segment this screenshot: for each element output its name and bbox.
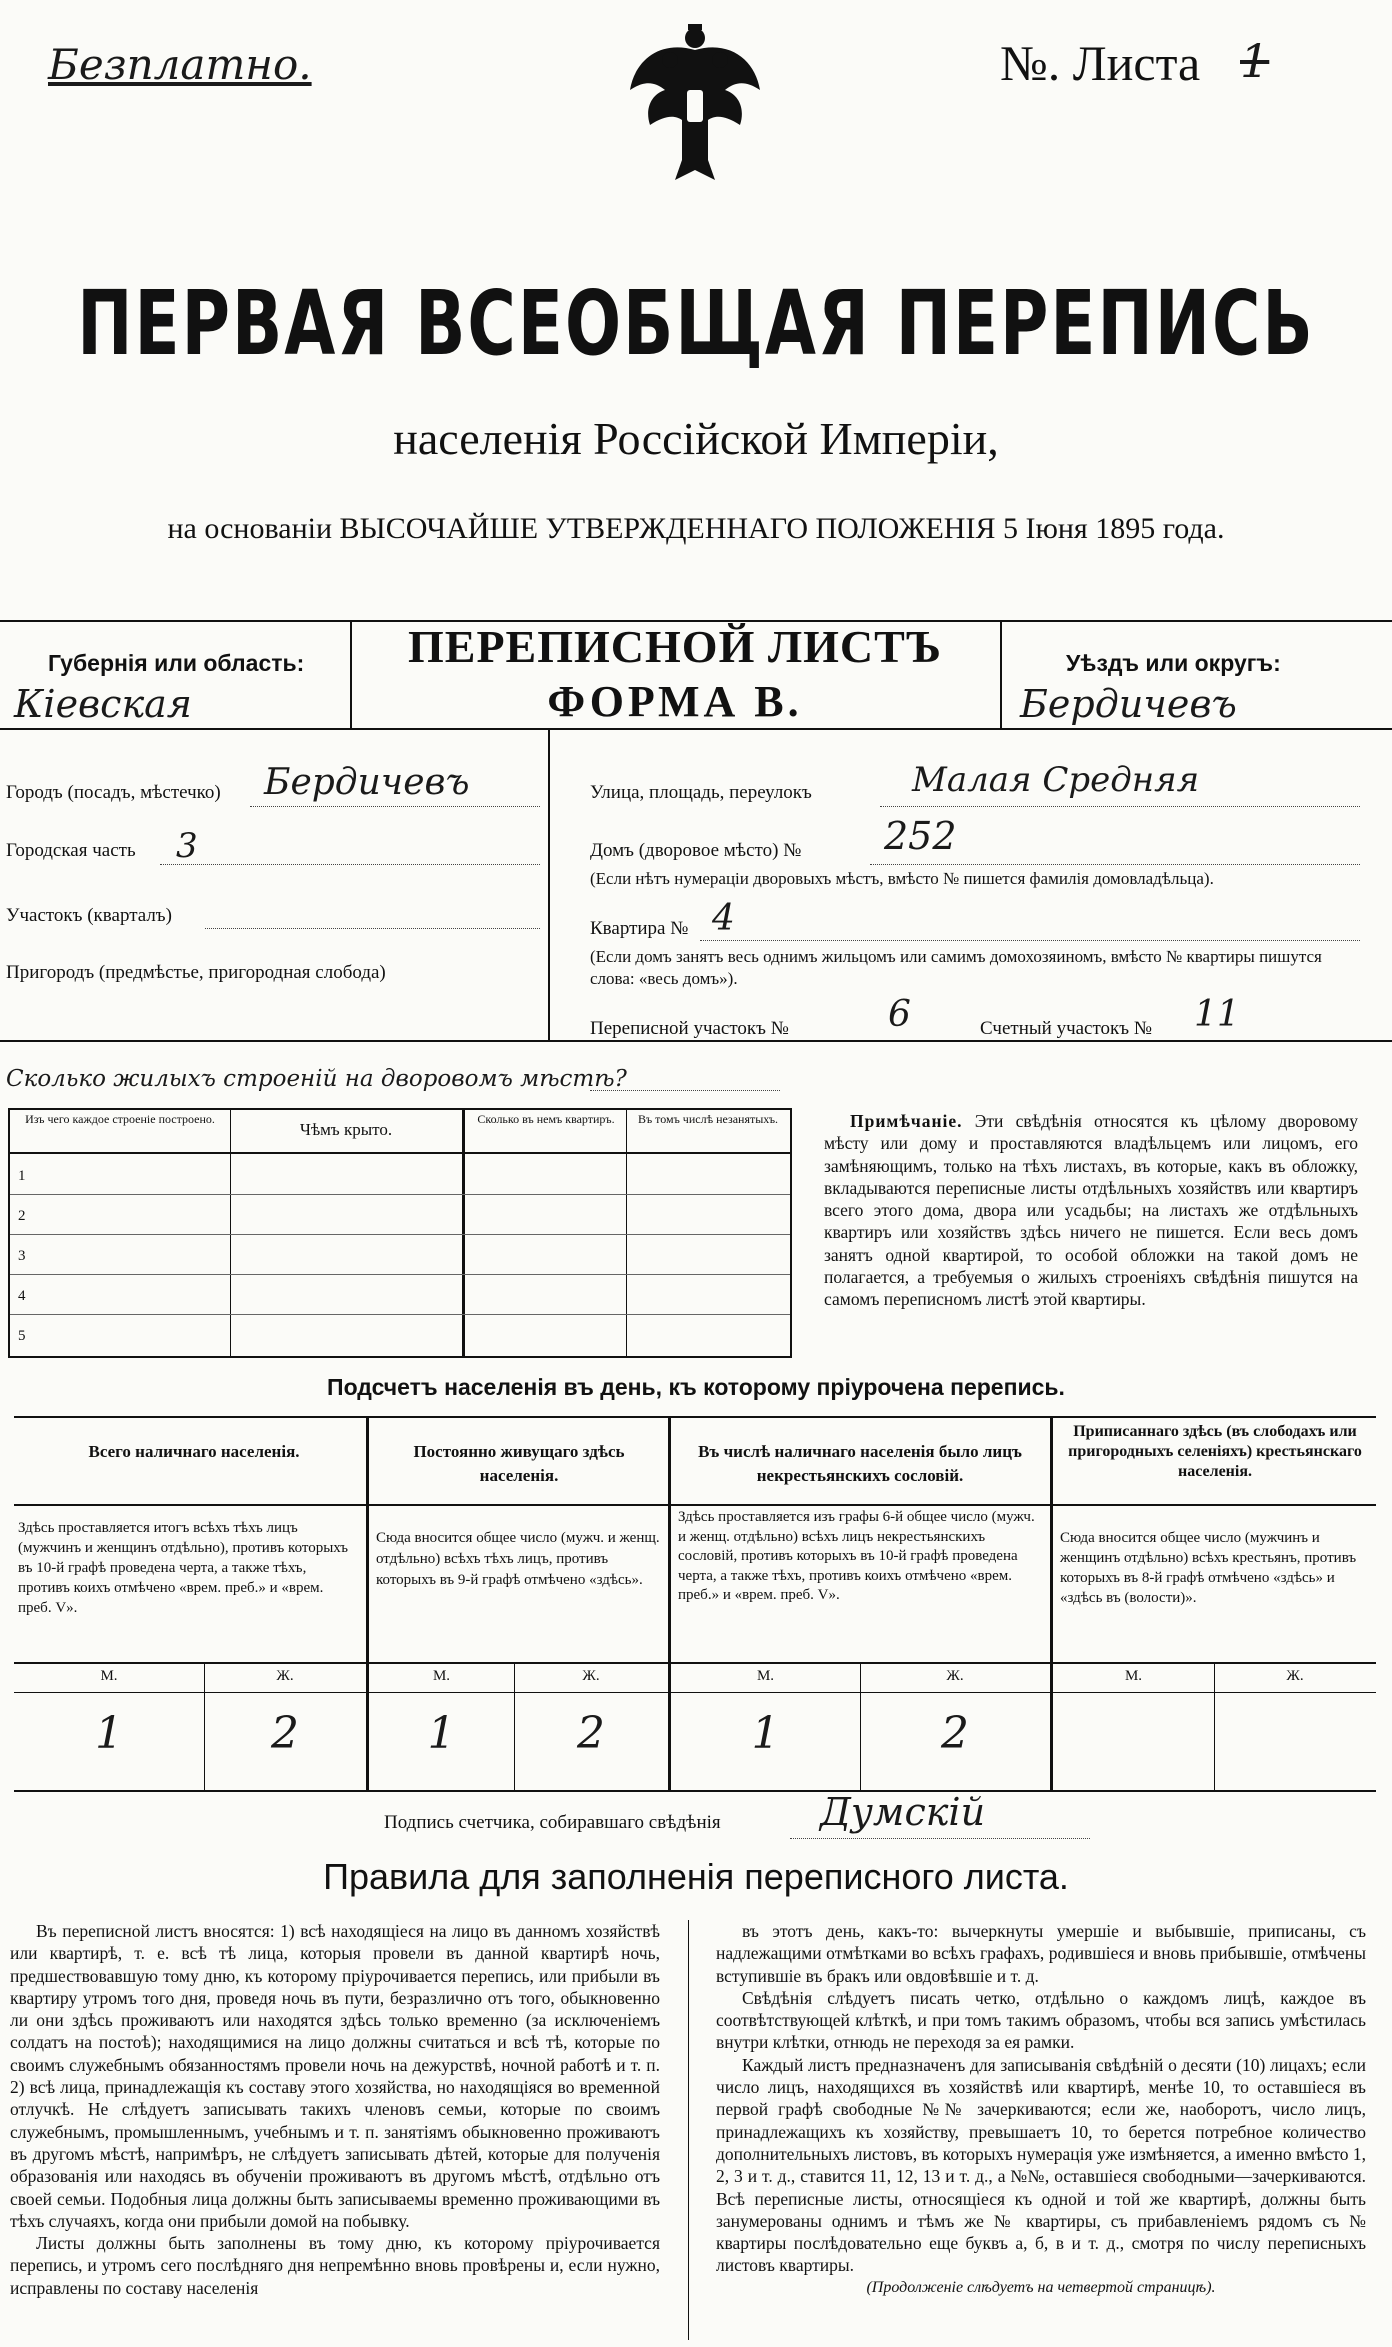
rules-paragraph: въ этотъ день, какъ-то: вычеркнуты умершіе и выбывшіе, приписаны, съ надлежащими отмѣтками во всѣхъ графахъ, родившіеся и вновь прибывшіе, отмѣчены вступившіе въ бракъ или овдовѣвшіе и т. д. <box>716 1921 1366 1986</box>
house-value: 252 <box>884 814 957 858</box>
street-label: Улица, площадь, переулокъ <box>590 782 812 803</box>
buildings-header-roof: Чѣмъ крыто. <box>299 1120 393 1139</box>
population-col4-heading: Приписаннаго здѣсь (въ слободахъ или пригородныхъ селеніяхъ) крестьянскаго населенія. <box>1068 1423 1362 1480</box>
city-part-value: 3 <box>176 826 198 866</box>
guberniya-value: Кіевская <box>14 682 192 726</box>
buildings-header-apartments: Сколько въ немъ квартиръ. <box>477 1112 615 1126</box>
city-part-label: Городская часть <box>6 840 136 861</box>
m-label: М. <box>432 1668 451 1684</box>
signature-value: Думскій <box>820 1790 986 1834</box>
buildings-row: 5 <box>18 1328 26 1344</box>
census-basis: на основаніи ВЫСОЧАЙШЕ УТВЕРЖДЕННАГО ПОЛОЖЕНІЯ 5 Іюня 1895 года. <box>167 512 1225 545</box>
double-headed-eagle-emblem <box>620 20 770 190</box>
uezd-value: Бердичевъ <box>1020 682 1237 726</box>
rules-paragraph: Свѣдѣнія слѣдуетъ писать четко, отдѣльно о каждомъ лицѣ, каждое въ соотвѣтствующей клѣткѣ, и при томъ такимъ образомъ, чтобы вся запись умѣстилась внутри клѣтки, отнюдь не переходя за ея рамки. <box>716 1987 1366 2053</box>
population-col2-desc: Сюда вносится общее число (мужч. и женщ. отдѣльно) всѣхъ тѣхъ лицъ, противъ которыхъ въ 9-й графѣ отмѣчено «здѣсь». <box>376 1530 660 1588</box>
district-label: Участокъ (кварталъ) <box>6 905 172 926</box>
rules-paragraph: Каждый листъ предназначенъ для записыванія свѣдѣній о десяти (10) лицахъ; если число лицъ, находящихся въ хозяйствѣ или квартирѣ, менѣе 10, то оставшіеся въ первой графѣ свободные №№ зачеркиваются; если же, наоборотъ, число лицъ, принадлежащихъ къ хозяйству, превышаетъ 10, то берется потребное количество дополнительныхъ листовъ, въ которыхъ нумерація уже измѣняется, а именно вмѣсто 1, 2, 3 и т. д., ставится 11, 12, 13 и т. д., а №№, оставшіеся свободными—зачеркиваются. Всѣ переписные листы, относящіеся къ одной и той же квартирѣ, должны быть занумерованы однимъ и тѣмъ же № квартиры, съ прибавленіемъ рядомъ съ № квартиры послѣдовательно еще буквъ а, б, в и т. д., смотря по числу переписныхъ листовъ квартиры. <box>716 2054 1366 2276</box>
total-women-value: 2 <box>271 1708 299 1759</box>
census-area-label: Переписной участокъ № <box>590 1018 789 1039</box>
free-label: Безплатно. <box>48 40 312 89</box>
population-col3-desc: Здѣсь проставляется изъ графы 6-й общее число (мужч. и женщ. отдѣльно) всѣхъ лицъ некрестьянскихъ сословій, противъ которыхъ въ 10-й графѣ проведена черта, а также тѣхъ, противъ коихъ отмѣчено «врем. преб.» и «врем. преб. V». <box>678 1509 1035 1603</box>
population-col3-heading: Въ числѣ наличнаго населенія было лицъ некрестьянскихъ сословій. <box>698 1442 1022 1485</box>
zh-label: Ж. <box>946 1668 964 1684</box>
buildings-note-text: Эти свѣдѣнія относятся къ цѣлому дворовому мѣсту или дому и проставляются владѣльцемъ или лицомъ, его замѣняющимъ, только на тѣхъ листахъ, въ которые, какъ въ обложку, вкладываются переписные листы отдѣльныхъ хозяйствъ или квартиръ всего этого дома, двора или усадьбы; на листахъ же отдѣльныхъ квартиръ или хозяйствъ здѣсь ничего не пишется. Если весь домъ занятъ одной квартирой, то особой обложки на такой домъ не полагается, а требуемыя о жилыхъ строеніяхъ свѣдѣнія пишутся на самомъ переписномъ листѣ этой квартиры. <box>824 1111 1358 1310</box>
buildings-row: 2 <box>10 1194 790 1235</box>
count-area-label: Счетный участокъ № <box>980 1018 1152 1039</box>
census-title: ПЕРВАЯ ВСЕОБЩАЯ ПЕРЕПИСЬ <box>77 271 1315 376</box>
buildings-table <box>8 1108 792 1358</box>
m-label: М. <box>1124 1668 1143 1684</box>
census-area-value: 6 <box>888 994 911 1035</box>
city-label: Городъ (посадъ, мѣстечко) <box>6 782 221 803</box>
buildings-note <box>824 1110 1358 1311</box>
guberniya-label: Губернія или область: <box>48 650 305 676</box>
buildings-header-vacant: Въ томъ числѣ незанятыхъ. <box>637 1112 779 1126</box>
sheet-number-value: 1 <box>1240 34 1270 88</box>
sheet-number-label: №. Листа <box>1000 35 1201 91</box>
population-table <box>14 1416 1376 1792</box>
population-col4-desc: Сюда вносится общее число (мужчинъ и женщинъ отдѣльно) всѣхъ крестьянъ, противъ которыхъ въ 8-й графѣ отмѣчено «здѣсь» и «здѣсь въ (волости)». <box>1060 1530 1357 1606</box>
buildings-row: 3 <box>10 1234 790 1275</box>
total-men-value: 1 <box>95 1708 123 1759</box>
apartment-value: 4 <box>712 898 735 939</box>
rules-right-column <box>716 1920 1366 2299</box>
population-col1-heading: Всего наличнаго населенія. <box>88 1442 300 1461</box>
m-label: М. <box>100 1668 118 1684</box>
rules-continued-note: (Продолженіе слѣдуетъ на четвертой страницѣ). <box>866 2278 1216 2296</box>
street-value: Малая Средняя <box>912 760 1200 800</box>
rules-paragraph: Листы должны быть заполнены въ тому дню, къ которому пріурочивается перепись, и утромъ сего послѣдняго дня непремѣнно вновь провѣрены и, если нужно, исправлены по составу населенія <box>10 2233 660 2298</box>
apartment-note: (Если домъ занятъ весь однимъ жильцомъ или самимъ домохозяиномъ, вмѣсто № квартиры пишутся слова: «весь домъ»). <box>590 947 1322 988</box>
permanent-men-value: 1 <box>427 1708 456 1759</box>
population-title: Подсчетъ населенія въ день, къ которому пріурочена перепись. <box>327 1374 1065 1400</box>
signature-label: Подпись счетчика, собиравшаго свѣдѣнія <box>384 1812 721 1833</box>
census-subtitle: населенія Россійской Имперіи, <box>393 413 999 464</box>
buildings-header-material: Изъ чего каждое строеніе построено. <box>25 1112 215 1126</box>
uezd-label: Уѣздъ или округъ: <box>1066 650 1281 676</box>
count-area-value: 11 <box>1194 994 1240 1035</box>
buildings-question: Сколько жилыхъ строеній на дворовомъ мѣстѣ? <box>6 1066 627 1092</box>
population-col2-heading: Постоянно живущаго здѣсь населенія. <box>413 1442 625 1485</box>
non-peasant-women-value: 2 <box>941 1708 969 1759</box>
house-label: Домъ (дворовое мѣсто) № <box>590 840 802 861</box>
rules-left-column <box>10 1920 660 2299</box>
buildings-row: 1 <box>10 1154 790 1195</box>
sheet-title: ПЕРЕПИСНОЙ ЛИСТЪ <box>407 621 943 672</box>
zh-label: Ж. <box>582 1668 600 1684</box>
zh-label: Ж. <box>276 1668 294 1684</box>
rules-paragraph: Въ переписной листъ вносятся: 1) всѣ находящіеся на лицо въ данномъ хозяйствѣ или квартирѣ, т. е. всѣ тѣ лица, которыя провели въ данной квартирѣ ночь, предшествовавшую тому дню, къ которому пріурочивается перепись, или прибыли въ квартиру утромъ того дня, проведя ночь въ пути, безразлично отъ того, обыкновенно ли они здѣсь проживаютъ или находятся здѣсь только временно (за исключеніемъ солдатъ на постоѣ); находящимися на лицо должны считаться и всѣ тѣ, которые по своимъ служебнымъ обязанностямъ провели ночь на дежурствѣ, ночной работѣ и т. п. 2) всѣ лица, принадлежащія къ составу этого хозяйства, но находящіяся во временной отлучкѣ. Не слѣдуетъ записывать такихъ членовъ семьи, которые по своимъ служебнымъ, промышленнымъ, учебнымъ и т. п. занятіямъ обыкновенно проживаютъ въ другомъ мѣстѣ, напримѣръ, не слѣдуетъ записывать дѣтей, которые для полученія образованія или находясь въ обученіи проживаютъ въ другомъ мѣстѣ, отдѣльно отъ своей семьи. Подобныя лица должны быть записываемы временно проживающими въ тѣхъ случаяхъ, когда они прибыли домой на побывку. <box>10 1921 660 2231</box>
apartment-label: Квартира № <box>590 918 689 939</box>
buildings-note-title: Примѣчаніе. <box>850 1111 963 1131</box>
city-value: Бердичевъ <box>264 762 470 803</box>
population-col1-desc: Здѣсь проставляется итогъ всѣхъ тѣхъ лицъ (мужчинъ и женщинъ отдѣльно), противъ которыхъ въ 10-й графѣ проведена черта, а также тѣхъ, противъ коихъ отмѣчено «врем. преб.» и «врем. преб. V». <box>18 1520 348 1616</box>
permanent-women-value: 2 <box>577 1708 605 1759</box>
buildings-row: 4 <box>10 1274 790 1315</box>
form-name: ФОРМА В. <box>547 677 803 726</box>
non-peasant-men-value: 1 <box>751 1708 780 1759</box>
rules-title: Правила для заполненія переписного листа. <box>323 1856 1069 1897</box>
house-note: (Если нѣтъ нумераціи дворовыхъ мѣстъ, вмѣсто № пишется фамилія домовладѣльца). <box>590 869 1214 888</box>
zh-label: Ж. <box>1286 1668 1304 1684</box>
m-label: М. <box>756 1668 775 1684</box>
suburb-label: Пригородъ (предмѣстье, пригородная слобода) <box>6 962 386 983</box>
